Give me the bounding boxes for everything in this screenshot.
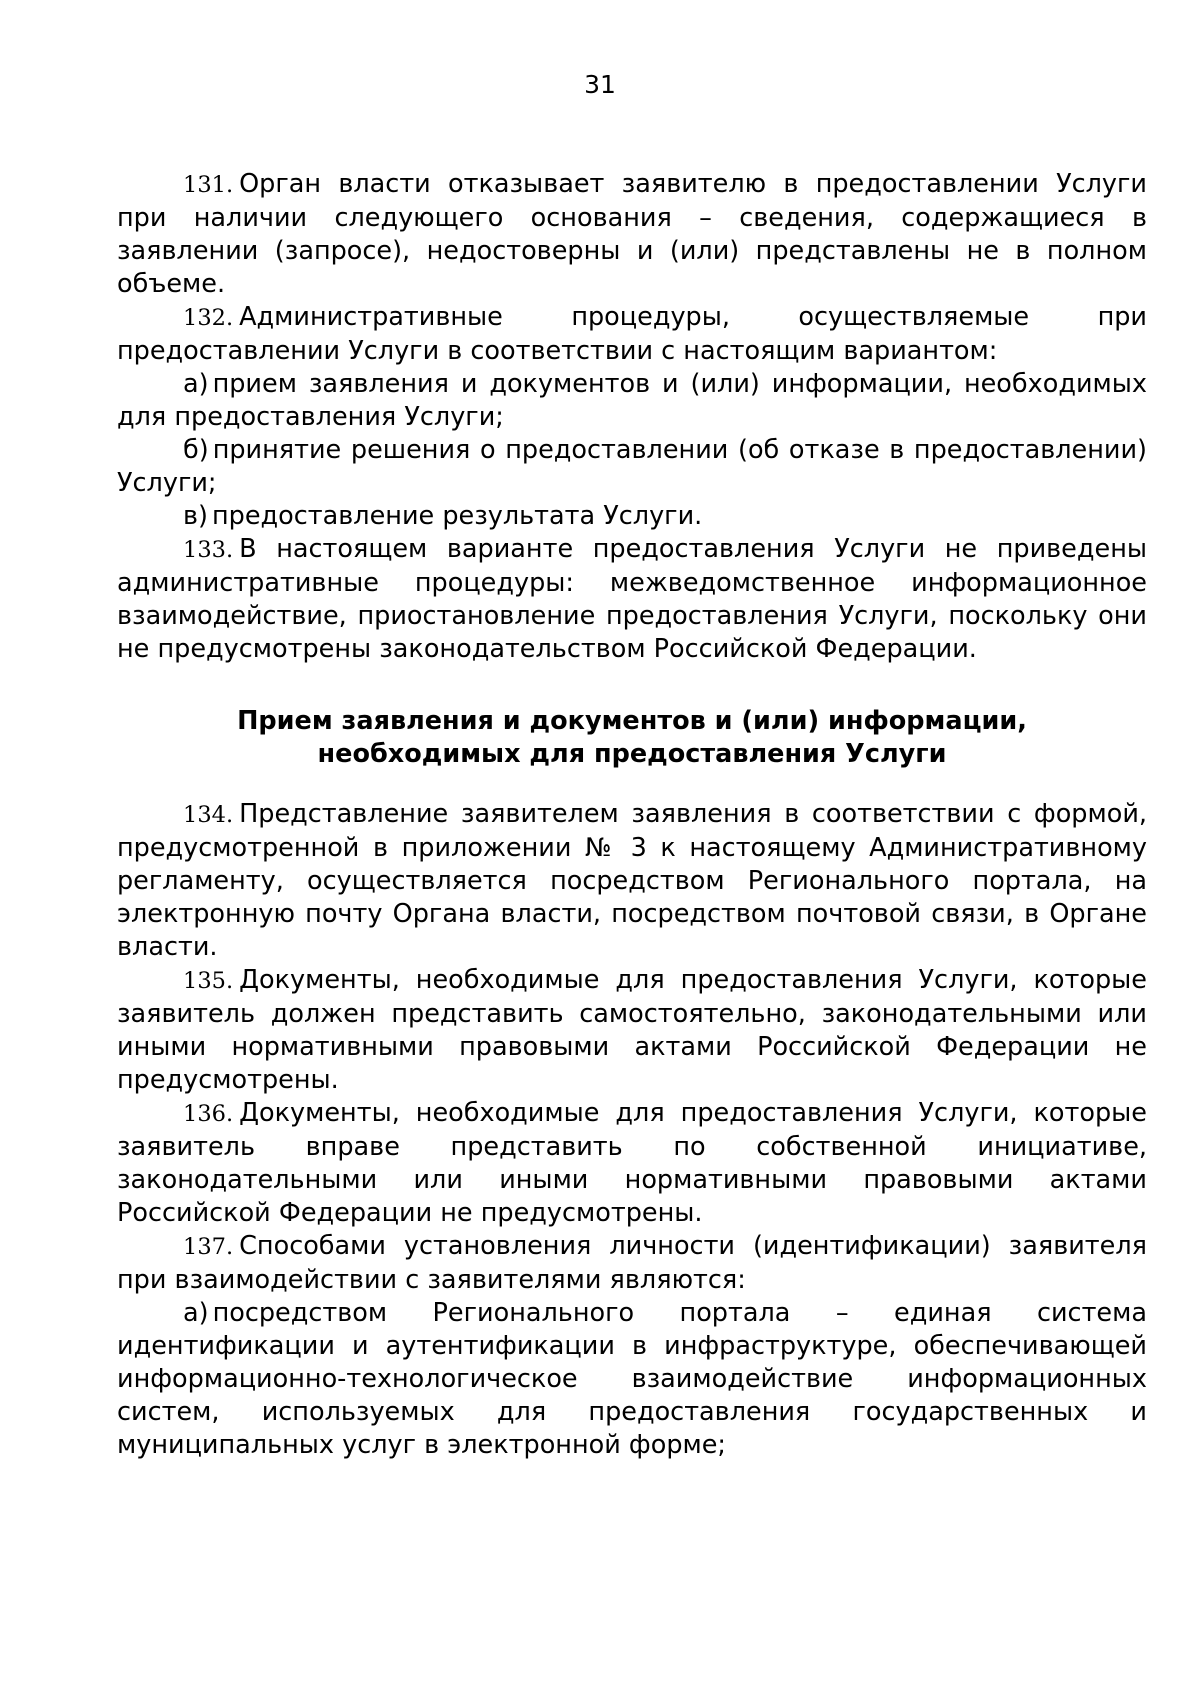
paragraph-135 bbox=[117, 964, 1147, 1097]
paragraph-number: 135. bbox=[183, 968, 234, 994]
list-item-b bbox=[117, 434, 1147, 500]
list-item-text: предоставление результата Услуги. bbox=[211, 501, 703, 531]
section-heading-line-2: необходимых для предоставления Услуги bbox=[317, 739, 947, 769]
list-item-text: принятие решения о предоставлении (об отказе в предоставлении) Услуги; bbox=[117, 435, 1147, 498]
paragraph-text: Представление заявителем заявления в соответствии с формой, предусмотренной в приложении № 3 к настоящему Административному регламенту, осуществляется посредством Регионального портала, на электронную почту Органа власти, посредством почтовой связи, в Органе власти. bbox=[117, 799, 1147, 962]
paragraph-number: 131. bbox=[183, 172, 234, 198]
list-marker: а) bbox=[183, 1298, 209, 1328]
document-body bbox=[117, 168, 1147, 1462]
paragraph-134 bbox=[117, 798, 1147, 964]
paragraph-text: Орган власти отказывает заявителю в предоставлении Услуги при наличии следующего основания – сведения, содержащиеся в заявлении (запросе), недостоверны и (или) представлены не в полном объеме. bbox=[117, 169, 1147, 299]
page-number: 31 bbox=[584, 70, 616, 99]
paragraph-number: 132. bbox=[183, 305, 234, 331]
list-marker: а) bbox=[183, 369, 209, 399]
paragraph-number: 134. bbox=[183, 802, 234, 828]
section-heading bbox=[117, 705, 1147, 771]
list-item-a-identification bbox=[117, 1297, 1147, 1462]
paragraph-132 bbox=[117, 301, 1147, 368]
paragraph-text: Способами установления личности (идентификации) заявителя при взаимодействии с заявителями являются: bbox=[117, 1231, 1147, 1295]
paragraph-text: В настоящем варианте предоставления Услуги не приведены административные процедуры: межведомственное информационное взаимодействие, приостановление предоставления Услуги, поскольку они не предусмотрены законодательством Российской Федерации. bbox=[117, 534, 1147, 664]
list-item-a bbox=[117, 368, 1147, 434]
paragraph-text: Документы, необходимые для предоставления Услуги, которые заявитель вправе представить по собственной инициативе, законодательными или иными нормативными правовыми актами Российской Федерации не предусмотрены. bbox=[117, 1098, 1147, 1228]
list-marker: в) bbox=[183, 501, 208, 531]
section-heading-line-1: Прием заявления и документов и (или) информации, bbox=[237, 706, 1027, 736]
paragraph-number: 133. bbox=[183, 537, 234, 563]
paragraph-text: Административные процедуры, осуществляемые при предоставлении Услуги в соответствии с настоящим вариантом: bbox=[117, 302, 1147, 366]
paragraph-number: 137. bbox=[183, 1234, 234, 1260]
paragraph-131 bbox=[117, 168, 1147, 301]
list-item-text: посредством Регионального портала – единая система идентификации и аутентификации в инфраструктуре, обеспечивающей информационно-технологическое взаимодействие информационных систем, используемых для предоставления государственных и муниципальных услуг в электронной форме; bbox=[117, 1298, 1147, 1460]
paragraph-text: Документы, необходимые для предоставления Услуги, которые заявитель должен представить самостоятельно, законодательными или иными нормативными правовыми актами Российской Федерации не предусмотрены. bbox=[117, 965, 1147, 1095]
paragraph-137 bbox=[117, 1230, 1147, 1297]
paragraph-number: 136. bbox=[183, 1101, 234, 1127]
list-marker: б) bbox=[183, 435, 209, 465]
paragraph-136 bbox=[117, 1097, 1147, 1230]
paragraph-133 bbox=[117, 533, 1147, 666]
list-item-v bbox=[117, 500, 1147, 533]
list-item-text: прием заявления и документов и (или) информации, необходимых для предоставления Услуги; bbox=[117, 369, 1147, 432]
